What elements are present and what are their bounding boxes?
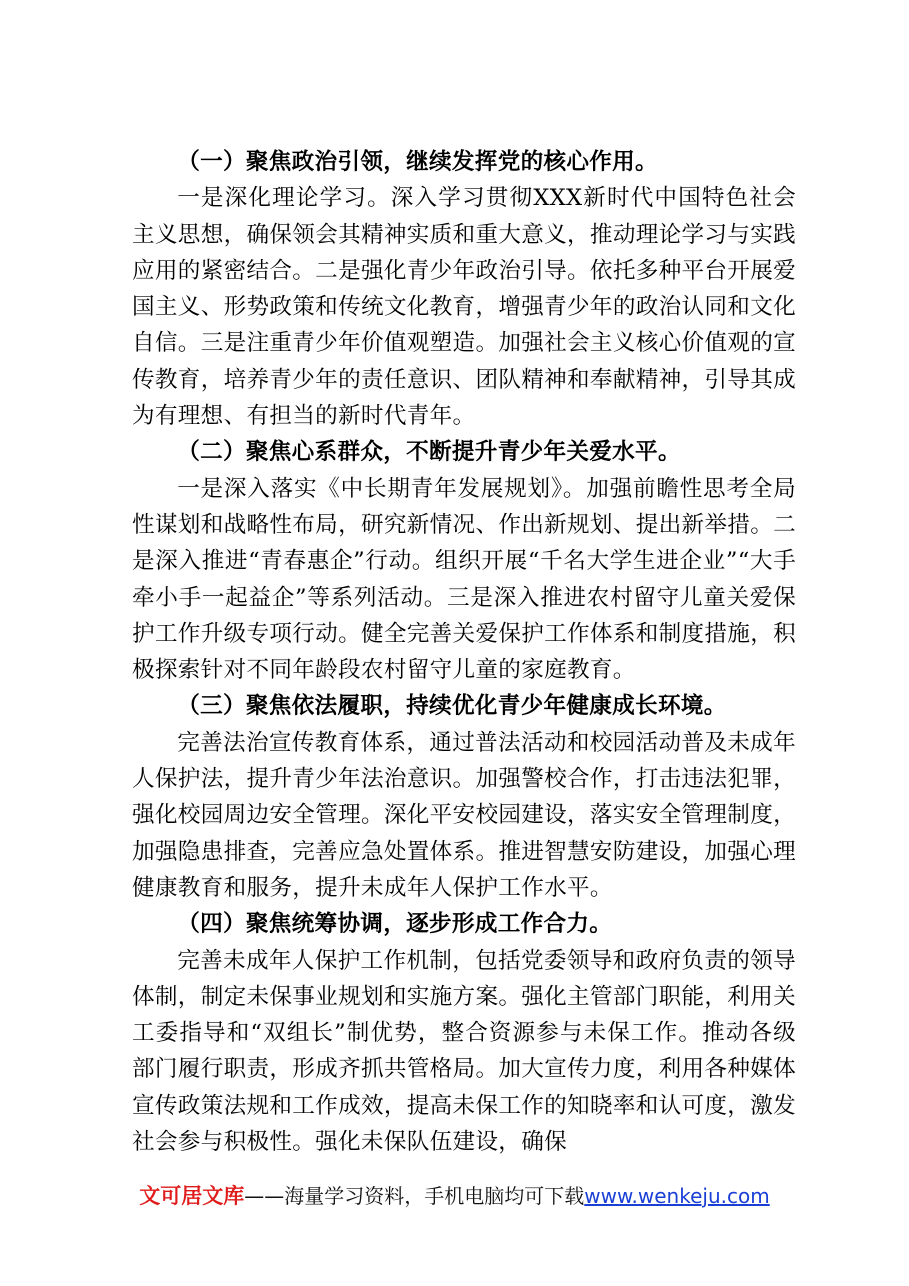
page-footer <box>0 1181 909 1211</box>
section-body-2: 一是深入落实《中长期青年发展规划》。加强前瞻性思考全局性谋划和战略性布局，研究新情况、作出新规划、提出新举措。二是深入推进“青春惠企”行动。组织开展“千名大学生进企业”“大手牵小手一起益企”等系列活动。三是深入推进农村留守儿童关爱保护工作升级专项行动。健全完善关爱保护工作体系和制度措施，积极探索针对不同年龄段农村留守儿童的家庭教育。 <box>132 475 796 684</box>
footer-website-link[interactable]: www.wenkeju.com <box>584 1184 770 1208</box>
section-body-1: 一是深化理论学习。深入学习贯彻XXX新时代中国特色社会主义思想，确保领会其精神实质和重大意义，推动理论学习与实践应用的紧密结合。二是强化青少年政治引导。依托多种平台开展爱国主义、形势政策和传统文化教育，增强青少年的政治认同和文化自信。三是注重青少年价值观塑造。加强社会主义核心价值观的宣传教育，培养青少年的责任意识、团队精神和奉献精神，引导其成为有理想、有担当的新时代青年。 <box>132 185 796 430</box>
footer-slogan: ——海量学习资料，手机电脑均可下载 <box>244 1184 585 1208</box>
section-body-4: 完善未成年人保护工作机制，包括党委领导和政府负责的领导体制，制定未保事业规划和实施方案。强化主管部门职能，利用关工委指导和“双组长”制优势，整合资源参与未保工作。推动各级部门履行职责，形成齐抓共管格局。加大宣传力度，利用各种媒体宣传政策法规和工作成效，提高未保工作的知晓率和认可度，激发社会参与积极性。强化未保队伍建设，确保 <box>132 947 796 1156</box>
section-heading-3: （三）聚焦依法履职，持续优化青少年健康成长环境。 <box>177 693 727 720</box>
footer-brand: 文可居文库 <box>139 1184 245 1208</box>
document-body <box>132 144 796 1160</box>
section-heading-1: （一）聚焦政治引领，继续发挥党的核心作用。 <box>177 149 658 175</box>
section-body-3: 完善法治宣传教育体系，通过普法活动和校园活动普及未成年人保护法，提升青少年法治意识。加强警校合作，打击违法犯罪，强化校园周边安全管理。深化平安校园建设，落实安全管理制度，加强隐患排查，完善应急处置体系。推进智慧安防建设，加强心理健康教育和服务，提升未成年人保护工作水平。 <box>132 729 796 901</box>
section-heading-2: （二）聚焦心系群众，不断提升青少年关爱水平。 <box>177 439 681 466</box>
section-heading-4: （四）聚焦统筹协调，逐步形成工作合力。 <box>177 911 613 938</box>
